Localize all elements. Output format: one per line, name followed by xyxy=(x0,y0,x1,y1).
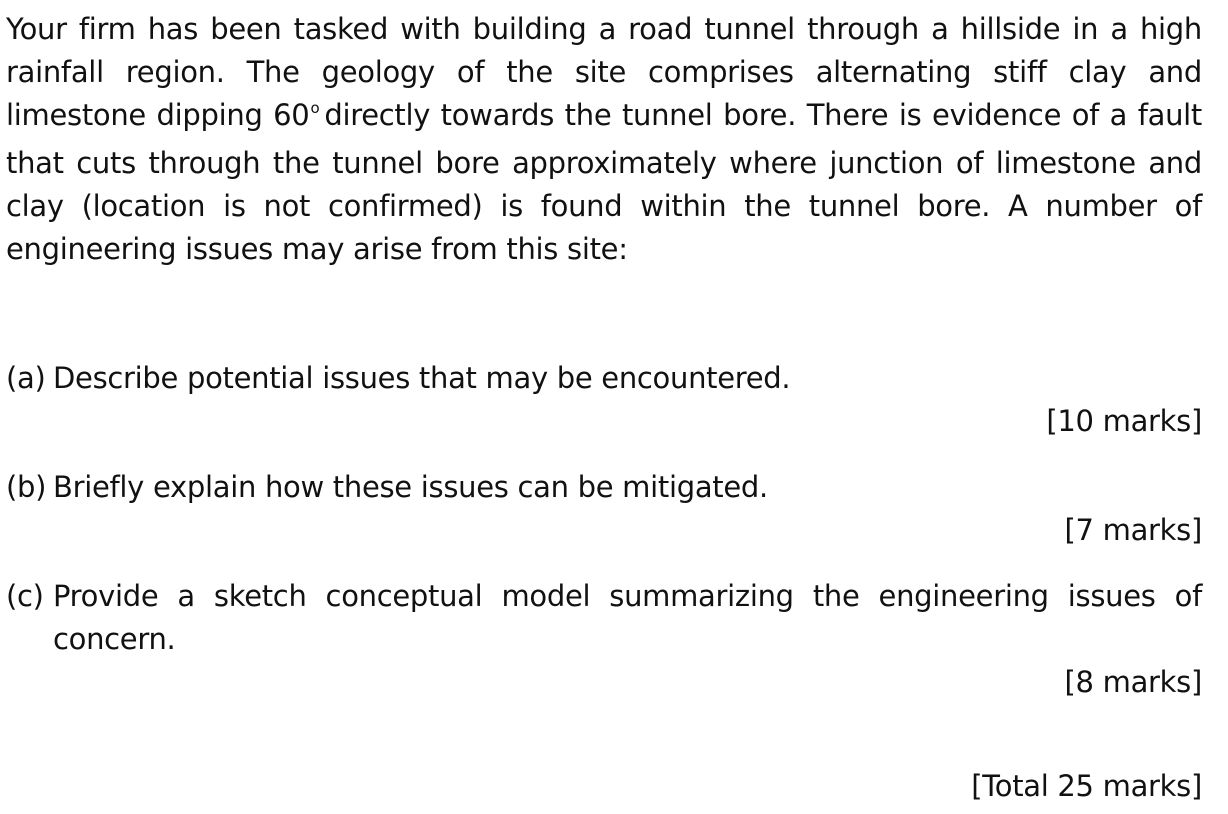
intro-text-part1: Your firm has been tasked with building a road tunnel through a hillside in a high rainfall region. The geology of the site comprises alternating stiff clay and limestone dipping 60 xyxy=(6,12,1202,132)
question-intro-paragraph xyxy=(6,8,1202,271)
question-a xyxy=(6,357,1202,443)
question-a-label: (a) xyxy=(6,361,46,395)
question-a-marks: [10 marks] xyxy=(1046,404,1202,438)
question-a-text: Describe potential issues that may be encountered. xyxy=(53,361,791,395)
question-b-label: (b) xyxy=(6,470,47,504)
question-c-marks: [8 marks] xyxy=(1064,665,1202,699)
question-b-text: Briefly explain how these issues can be mitigated. xyxy=(53,470,768,504)
question-c-text: Provide a sketch conceptual model summarizing the engineering issues of concern. xyxy=(53,579,1202,656)
degree-symbol: o xyxy=(310,99,320,117)
question-b-marks: [7 marks] xyxy=(1064,513,1202,547)
total-marks: [Total 25 marks] xyxy=(971,769,1202,803)
intro-text-part2: directly towards the tunnel bore. There is evidence of a fault that cuts through the tunnel bore approximately where junction of limestone and clay (location is not confirmed) is found within the tunnel bore. A number of engineering issues may arise from this site: xyxy=(6,98,1202,266)
total-marks-block xyxy=(6,765,1202,808)
question-b xyxy=(6,466,1202,552)
question-c xyxy=(6,575,1202,704)
exam-question-page xyxy=(6,8,1202,271)
question-c-label: (c) xyxy=(6,579,44,613)
